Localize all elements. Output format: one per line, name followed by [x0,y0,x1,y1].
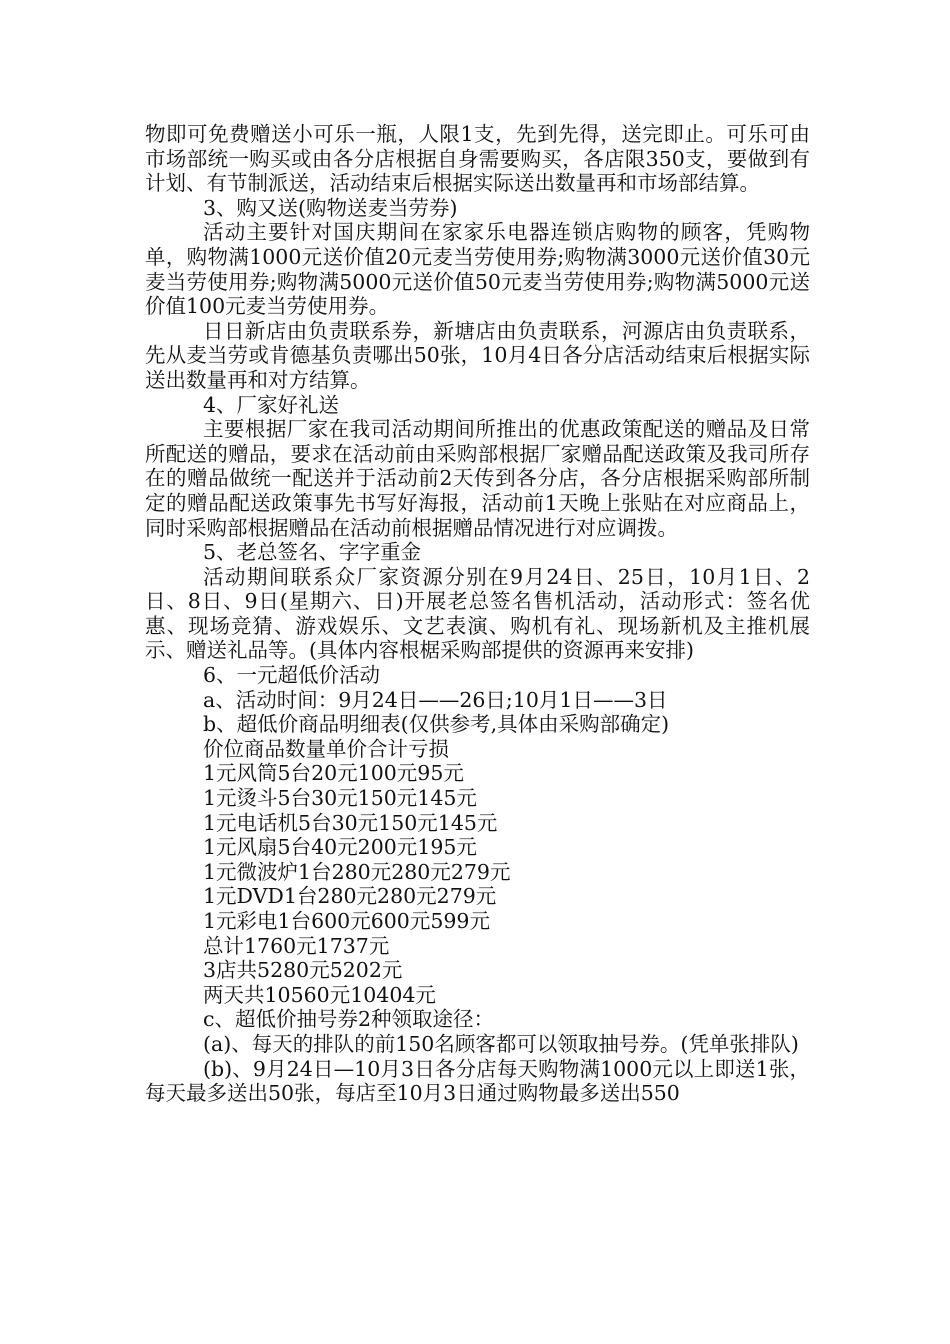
table-row: 1元风筒5台20元100元95元 [203,761,464,786]
table-row: 1元微波炉1台280元280元279元 [203,859,511,884]
paragraph-signing-event: 活动期间联系众厂家资源分别在9月24日、25日，10月1日、2日、8日、9日(星期六、日)开展老总签名售机活动，活动形式：签名优惠、现场竞猜、游戏娱乐、文艺表演、购机有礼、现场新机及主推机展示、赠送礼品等。(具体内容根椐采购部提供的资源再来安排) [145,564,810,663]
list-item-a: a、活动时间：9月24日——26日;10月1日——3日 [203,687,668,712]
list-item-c-a: (a)、每天的排队的前150名顾客都可以领取抽号券。(凭单张排队) [203,1031,799,1056]
section-heading-5: 5、老总签名、字字重金 [203,540,422,565]
table-header-line: 价位商品数量单价合计亏损 [203,736,449,761]
section-heading-3: 3、购又送(购物送麦当劳券) [203,195,458,220]
section-heading-6: 6、一元超低价活动 [203,663,381,688]
table-total-row: 3店共5280元5202元 [203,958,403,983]
document-body [145,122,810,1106]
paragraph-store-contacts: 日日新店由负责联系券，新塘店由负责联系，河源店由负责联系，先从麦当劳或肯德基负责哪出50张，10月4日各分店活动结束后根据实际送出数量再和对方结算。 [145,318,810,392]
table-row: 1元DVD1台280元280元279元 [203,884,497,909]
list-item-c-b: (b)、9月24日—10月3日各分店每天购物满1000元以上即送1张，每天最多送出50张，每店至10月3日通过购物最多送出550 [145,1056,810,1106]
paragraph-free-cola: 物即可免费赠送小可乐一瓶，人限1支，先到先得，送完即止。可乐可由市场部统一购买或由各分店根据自身需要购买，各店限350支，要做到有计划、有节制派送，活动结束后根据实际送出数量再和市场部结算。 [145,122,810,196]
table-total-row: 总计1760元1737元 [203,933,390,958]
table-row: 1元电话机5台30元150元145元 [203,810,498,835]
table-row: 1元风扇5台40元200元195元 [203,835,477,860]
table-row: 1元彩电1台600元600元599元 [203,909,490,933]
price-table-lines [145,737,810,1008]
table-row: 1元烫斗5台30元150元145元 [203,786,477,811]
list-item-c: c、超低价抽号券2种领取途径： [203,1007,495,1032]
section-heading-4: 4、厂家好礼送 [203,392,340,417]
list-item-b: b、超低价商品明细表(仅供参考,具体由采购部确定) [203,712,670,737]
paragraph-manufacturer-gifts: 主要根据厂家在我司活动期间所推出的优惠政策配送的赠品及日常所配送的赠品，要求在活动前由采购部根据厂家赠品配送政策及我司所存在的赠品做统一配送并于活动前2天传到各分店，各分店根据采购部所制定的赠品配送政策事先书写好海报，活动前1天晚上张贴在对应商品上，同时采购部根据赠品在活动前根据赠品情况进行对应调拨。 [145,417,810,540]
table-total-row: 两天共10560元10404元 [203,982,436,1007]
paragraph-mcdonalds-coupons: 活动主要针对国庆期间在家家乐电器连锁店购物的顾客，凭购物单，购物满1000元送价值20元麦当劳使用券;购物满3000元送价值30元麦当劳使用券;购物满5000元送价值50元麦当劳使用券;购物满5000元送价值100元麦当劳使用券。 [145,220,810,319]
